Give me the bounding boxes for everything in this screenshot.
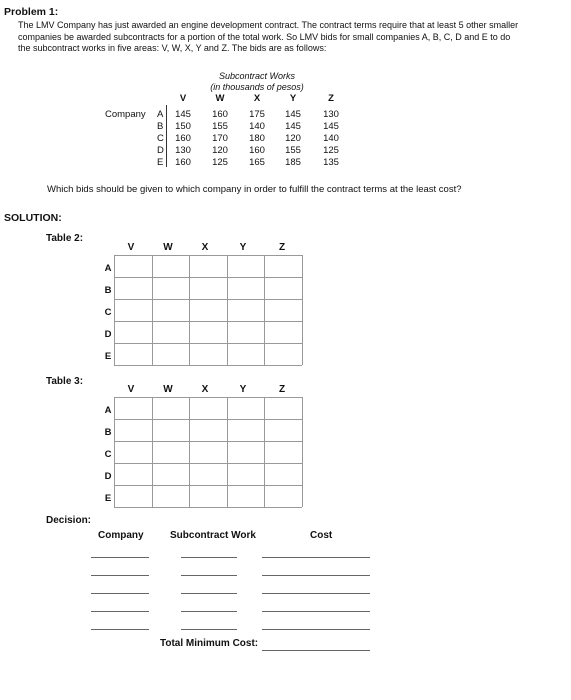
bid-table (100, 93, 360, 173)
bid-cell: 130 (323, 109, 339, 120)
bid-cell: 185 (285, 157, 301, 168)
bid-cell: 125 (323, 145, 339, 156)
grid-line (114, 365, 302, 366)
decision-blank[interactable] (181, 557, 237, 558)
decision-header-work: Subcontract Work (170, 530, 256, 541)
grid-line (114, 299, 302, 300)
grid-row-label: C (104, 449, 112, 460)
bid-cell: 130 (175, 145, 191, 156)
col-header-y: Y (289, 93, 297, 104)
bid-cell: 175 (249, 109, 265, 120)
bid-cell: 160 (175, 133, 191, 144)
bid-cell: 145 (323, 121, 339, 132)
grid-col-header: W (163, 242, 173, 253)
grid-col-header: X (201, 384, 209, 395)
question-text: Which bids should be given to which company in order to fulfill the contract terms at the least cost? (47, 184, 462, 195)
grid-row-label: D (104, 329, 112, 340)
decision-blank[interactable] (262, 611, 370, 612)
grid-col-header: V (127, 384, 135, 395)
grid-line (264, 397, 265, 507)
grid-line (189, 397, 190, 507)
bid-cell: 150 (175, 121, 191, 132)
grid-row-label: E (104, 493, 112, 504)
grid-line (114, 463, 302, 464)
bid-cell: 165 (249, 157, 265, 168)
row-label-c: C (157, 133, 164, 144)
grid-row-label: A (104, 405, 112, 416)
table2-label: Table 2: (46, 233, 84, 244)
solution-title: SOLUTION: (4, 212, 62, 224)
intro-line: The LMV Company has just awarded an engine development contract. The contract terms require that at least 5 other smaller (18, 20, 519, 30)
grid-col-header: V (127, 242, 135, 253)
grid-row-label: E (104, 351, 112, 362)
grid-line (189, 255, 190, 365)
grid-row-label: B (104, 285, 112, 296)
grid-line (114, 441, 302, 442)
row-label-b: B (157, 121, 164, 132)
grid-col-header: W (163, 384, 173, 395)
decision-blank[interactable] (91, 593, 149, 594)
bid-cell: 180 (249, 133, 265, 144)
total-cost-blank[interactable] (262, 650, 370, 651)
grid-line (114, 397, 115, 507)
decision-header-company: Company (98, 530, 144, 541)
bid-cell: 155 (212, 121, 228, 132)
grid-line (227, 255, 228, 365)
grid-col-header: Y (239, 242, 247, 253)
intro-line: companies be awarded subcontracts for a portion of the total work. So LMV bids for small companies A, B, C, D and E to do (18, 31, 511, 42)
row-separator (166, 105, 167, 167)
table3-label: Table 3: (46, 376, 84, 387)
grid-col-header: X (201, 242, 209, 253)
col-header-w: W (215, 93, 225, 104)
bid-cell: 135 (323, 157, 339, 168)
bid-cell: 160 (249, 145, 265, 156)
bid-cell: 125 (212, 157, 228, 168)
grid-row-label: D (104, 471, 112, 482)
decision-blank[interactable] (91, 557, 149, 558)
grid-line (152, 255, 153, 365)
grid-row-label: A (104, 263, 112, 274)
bid-cell: 160 (175, 157, 191, 168)
decision-blank[interactable] (181, 593, 237, 594)
grid-row-label: B (104, 427, 112, 438)
grid-line (114, 507, 302, 508)
bid-cell: 145 (285, 121, 301, 132)
grid-line (114, 419, 302, 420)
col-header-z: Z (328, 93, 334, 104)
grid-col-header: Z (278, 384, 286, 395)
problem-intro (18, 20, 568, 55)
decision-blank[interactable] (91, 611, 149, 612)
grid-col-header: Z (278, 242, 286, 253)
row-label-e: E (157, 157, 164, 168)
bid-cell: 140 (323, 133, 339, 144)
grid-line (152, 397, 153, 507)
grid-line (264, 255, 265, 365)
row-label-a: A (157, 109, 164, 120)
grid-row-label: C (104, 307, 112, 318)
table-subcaption: (in thousands of pesos) (210, 82, 304, 92)
grid-line (302, 255, 303, 365)
col-header-x: X (253, 93, 261, 104)
grid-line (114, 485, 302, 486)
row-label-d: D (157, 145, 164, 156)
bid-cell: 140 (249, 121, 265, 132)
bid-cell: 145 (175, 109, 191, 120)
decision-blank[interactable] (262, 575, 370, 576)
decision-blank[interactable] (181, 575, 237, 576)
decision-blank[interactable] (262, 629, 370, 630)
problem-title: Problem 1: (4, 6, 59, 18)
grid-line (114, 397, 302, 398)
bid-cell: 170 (212, 133, 228, 144)
table2-grid (95, 242, 325, 370)
grid-line (114, 321, 302, 322)
decision-label: Decision: (46, 515, 92, 526)
grid-line (114, 277, 302, 278)
table3-grid (95, 384, 325, 512)
decision-blank[interactable] (181, 629, 237, 630)
bid-cell: 145 (285, 109, 301, 120)
total-cost-label: Total Minimum Cost: (160, 638, 259, 649)
grid-line (114, 255, 302, 256)
decision-blank[interactable] (91, 629, 149, 630)
col-header-v: V (179, 93, 187, 104)
company-label: Company (105, 109, 146, 120)
grid-line (302, 397, 303, 507)
decision-blank[interactable] (262, 593, 370, 594)
decision-header-cost: Cost (310, 530, 333, 541)
grid-col-header: Y (239, 384, 247, 395)
bid-cell: 120 (212, 145, 228, 156)
grid-line (114, 255, 115, 365)
intro-line: the subcontract works in five areas: V, W, X, Y and Z. The bids are as follows: (18, 43, 327, 53)
decision-blank[interactable] (181, 611, 237, 612)
grid-line (114, 343, 302, 344)
bid-cell: 160 (212, 109, 228, 120)
decision-blank[interactable] (91, 575, 149, 576)
table-caption: Subcontract Works (218, 71, 296, 81)
grid-line (227, 397, 228, 507)
bid-cell: 120 (285, 133, 301, 144)
decision-blank[interactable] (262, 557, 370, 558)
bid-cell: 155 (285, 145, 301, 156)
